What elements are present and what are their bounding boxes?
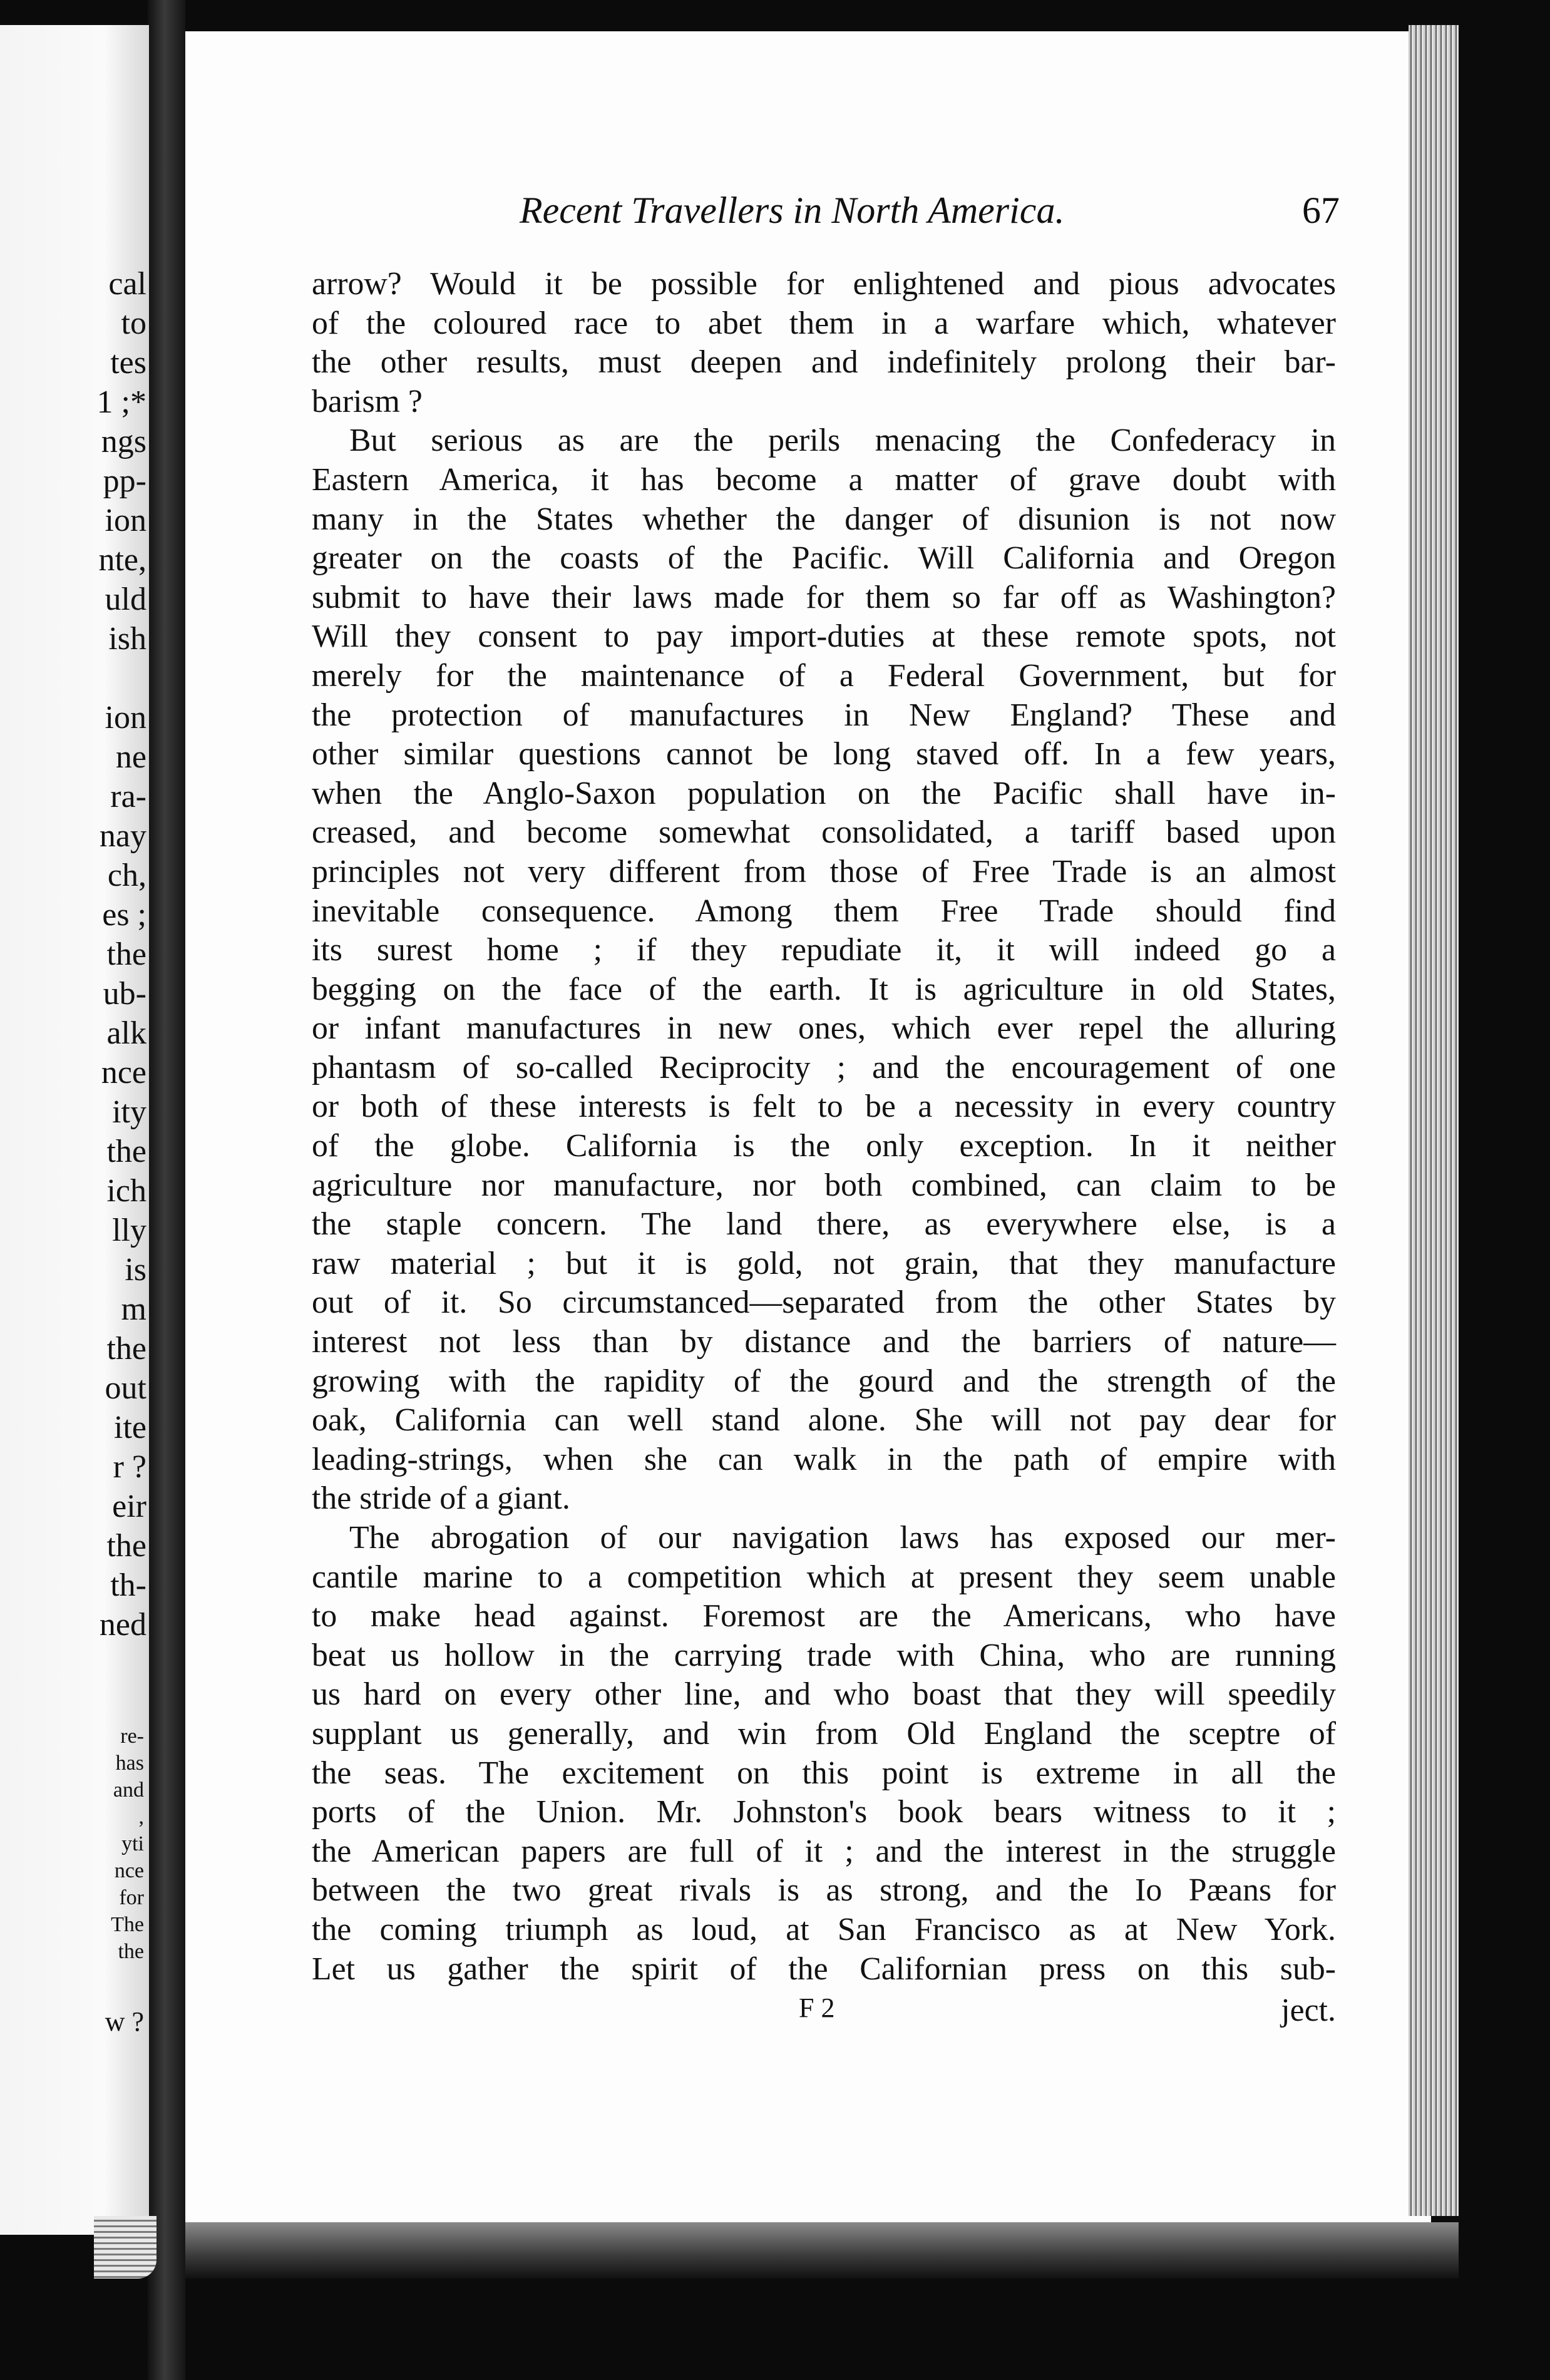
text-line: its surest home ; if they repudiate it, it will indeed go a xyxy=(312,932,1336,968)
page-stack-corner xyxy=(94,2216,157,2279)
text-line: the American papers are full of it ; and the interest in the struggle xyxy=(312,1833,1336,1869)
facing-page-text-fragment: cal to tes 1 ;* ngs pp- ion nte, uld ish ion ne ra- nay ch, es ; the ub- alk nce ity the ich lly is m the out ite r ? eir the th- ned xyxy=(96,266,146,1643)
signature-mark: F 2 xyxy=(799,1993,835,2023)
text-line: arrow? Would it be possible for enlightened and pious advocates xyxy=(312,266,1336,302)
text-line: But serious as are the perils menacing the Confederacy in xyxy=(349,423,1336,459)
text-line: the protection of manufactures in New England? These and xyxy=(312,697,1336,733)
text-line: inevitable consequence. Among them Free Trade should find xyxy=(312,893,1336,929)
text-line: barism ? xyxy=(312,383,423,419)
text-line: The abrogation of our navigation laws has exposed our mer- xyxy=(349,1520,1336,1556)
book-gutter xyxy=(148,0,185,2380)
running-title: Recent Travellers in North America. xyxy=(520,190,1065,231)
page-number: 67 xyxy=(1302,190,1340,231)
text-line: Let us gather the spirit of the Californian press on this sub- xyxy=(312,1951,1336,1987)
text-line: of the coloured race to abet them in a warfare which, whatever xyxy=(312,305,1336,341)
text-line: phantasm of so-called Reciprocity ; and the encouragement of one xyxy=(312,1049,1336,1085)
text-line: agriculture nor manufacture, nor both combined, can claim to be xyxy=(312,1167,1336,1203)
text-line: the coming triumph as loud, at San Francisco as at New York. xyxy=(312,1911,1336,1947)
text-line: between the two great rivals is as strong, and the Io Pæans for xyxy=(312,1872,1336,1909)
text-line: when the Anglo-Saxon population on the Pacific shall have in- xyxy=(312,775,1336,811)
text-line: or both of these interests is felt to be a necessity in every country xyxy=(312,1089,1336,1125)
text-line: the staple concern. The land there, as everywhere else, is a xyxy=(312,1206,1336,1243)
text-line: begging on the face of the earth. It is agriculture in old States, xyxy=(312,971,1336,1007)
text-line: the other results, must deepen and indefinitely prolong their bar- xyxy=(312,344,1336,381)
text-line: growing with the rapidity of the gourd and the strength of the xyxy=(312,1363,1336,1399)
page-bottom-shadow xyxy=(185,2222,1459,2279)
text-line: the stride of a giant. xyxy=(312,1480,570,1517)
text-line: creased, and become somewhat consolidated, a tariff based upon xyxy=(312,814,1336,851)
text-line: beat us hollow in the carrying trade with China, who are running xyxy=(312,1637,1336,1673)
text-line: the seas. The excitement on this point is extreme in all the xyxy=(312,1755,1336,1791)
catchword: ject. xyxy=(1281,1993,1336,2028)
text-line: submit to have their laws made for them so far off as Washington? xyxy=(312,579,1336,615)
text-line: out of it. So circumstanced—separated from the other States by xyxy=(312,1285,1336,1321)
text-line: interest not less than by distance and the barriers of nature— xyxy=(312,1324,1336,1360)
text-line: of the globe. California is the only exception. In it neither xyxy=(312,1128,1336,1164)
body-text xyxy=(312,265,1336,1989)
text-line: raw material ; but it is gold, not grain, that they manufacture xyxy=(312,1245,1336,1281)
facing-page-left xyxy=(0,25,149,2235)
text-line: or infant manufactures in new ones, which ever repel the alluring xyxy=(312,1010,1336,1047)
text-line: cantile marine to a competition which at present they seem unable xyxy=(312,1559,1336,1595)
text-line: Eastern America, it has become a matter of grave doubt with xyxy=(312,461,1336,498)
page-edges xyxy=(1409,25,1459,2216)
text-line: other similar questions cannot be long staved off. In a few years, xyxy=(312,736,1336,772)
page-footer xyxy=(312,1992,1336,2036)
text-line: merely for the maintenance of a Federal Government, but for xyxy=(312,657,1336,694)
text-line: supplant us generally, and win from Old England the sceptre of xyxy=(312,1715,1336,1752)
text-line: leading-strings, when she can walk in the path of empire with xyxy=(312,1441,1336,1477)
facing-page-footnote-fragment-end: w ? xyxy=(105,2006,144,2037)
page-header xyxy=(520,189,1340,239)
text-line: us hard on every other line, and who boast that they will speedily xyxy=(312,1676,1336,1713)
text-line: greater on the coasts of the Pacific. Will California and Oregon xyxy=(312,540,1336,577)
text-line: many in the States whether the danger of disunion is not now xyxy=(312,501,1336,537)
facing-page-footnote-fragment: re- has and , yti nce for The the xyxy=(111,1725,144,1963)
text-line: principles not very different from those of Free Trade is an almost xyxy=(312,853,1336,890)
text-line: oak, California can well stand alone. She will not pay dear for xyxy=(312,1402,1336,1439)
text-line: to make head against. Foremost are the Americans, who have xyxy=(312,1598,1336,1634)
text-line: ports of the Union. Mr. Johnston's book bears witness to it ; xyxy=(312,1794,1336,1830)
text-line: Will they consent to pay import-duties at these remote spots, not xyxy=(312,618,1336,655)
